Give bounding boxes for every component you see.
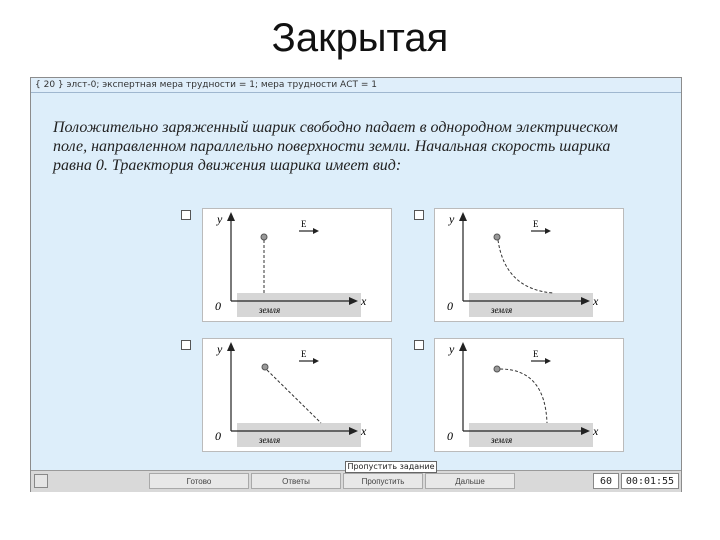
axis-x-label: x <box>593 294 599 308</box>
slide-title: Закрытая <box>271 16 449 60</box>
next-button[interactable]: Дальше <box>425 473 515 489</box>
ground-label: земля <box>491 305 513 315</box>
origin-label: 0 <box>447 299 453 313</box>
option-2-graph[interactable] <box>434 208 624 322</box>
option-3-checkbox[interactable] <box>181 340 191 350</box>
field-arrowhead <box>545 228 551 234</box>
field-label: E <box>533 219 539 229</box>
y-axis-arrow <box>227 212 235 221</box>
ground-area <box>237 293 361 317</box>
ground-area <box>469 423 593 447</box>
axis-y-label: y <box>449 342 455 356</box>
test-window <box>30 77 682 492</box>
axis-y-label: y <box>449 212 455 226</box>
ball <box>494 234 500 240</box>
origin-label: 0 <box>215 429 221 443</box>
axis-x-label: x <box>593 424 599 438</box>
option-1-checkbox[interactable] <box>181 210 191 220</box>
app-icon <box>34 474 48 488</box>
answers-button[interactable]: Ответы <box>251 473 341 489</box>
skip-tooltip: Пропустить задание <box>345 461 437 473</box>
axis-y-label: y <box>217 342 223 356</box>
trajectory-graph-1 <box>203 209 391 321</box>
field-label: E <box>301 349 307 359</box>
ground-area <box>469 293 593 317</box>
y-axis-arrow <box>227 342 235 351</box>
ground-label: земля <box>491 435 513 445</box>
window-titlebar: { 20 } элст-0; экспертная мера трудности = 1; мера трудности АСТ = 1 <box>31 78 681 93</box>
trajectory-path <box>498 240 553 293</box>
timer-display: 00:01:55 <box>621 473 679 489</box>
trajectory-graph-3 <box>203 339 391 451</box>
ground-label: земля <box>259 435 281 445</box>
y-axis-arrow <box>459 342 467 351</box>
trajectory-path <box>500 369 547 423</box>
option-3-graph[interactable] <box>202 338 392 452</box>
y-axis-arrow <box>459 212 467 221</box>
field-arrowhead <box>313 228 319 234</box>
axis-x-label: x <box>361 294 367 308</box>
ready-button[interactable]: Готово <box>149 473 249 489</box>
trajectory-path <box>267 370 321 423</box>
score-display: 60 <box>593 473 619 489</box>
ball <box>261 234 267 240</box>
ball <box>262 364 268 370</box>
trajectory-graph-2 <box>435 209 623 321</box>
option-1-graph[interactable] <box>202 208 392 322</box>
origin-label: 0 <box>215 299 221 313</box>
origin-label: 0 <box>447 429 453 443</box>
field-label: E <box>533 349 539 359</box>
option-4-graph[interactable] <box>434 338 624 452</box>
field-label: E <box>301 219 307 229</box>
ball <box>494 366 500 372</box>
question-text: Положительно заряженный шарик свободно падает в однородном электрическом поле, направленном параллельно поверхности земли. Начальная скорость шарика равна 0. Траектория движения шарика имеет вид: <box>53 119 618 174</box>
axis-x-label: x <box>361 424 367 438</box>
trajectory-graph-4 <box>435 339 623 451</box>
ground-area <box>237 423 361 447</box>
option-4-checkbox[interactable] <box>414 340 424 350</box>
field-arrowhead <box>313 358 319 364</box>
bottom-toolbar <box>31 470 681 492</box>
ground-label: земля <box>259 305 281 315</box>
field-arrowhead <box>545 358 551 364</box>
axis-y-label: y <box>217 212 223 226</box>
skip-button[interactable]: Пропустить <box>343 473 423 489</box>
option-2-checkbox[interactable] <box>414 210 424 220</box>
